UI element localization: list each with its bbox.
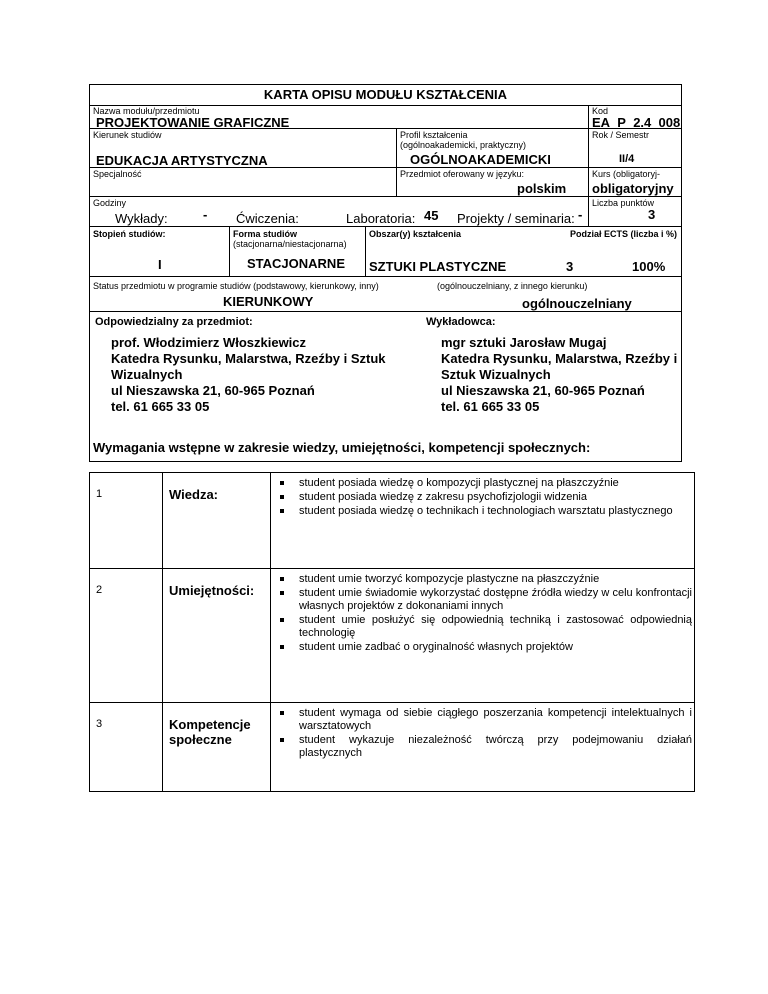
row-number: 2 bbox=[90, 569, 163, 703]
row-items bbox=[271, 473, 695, 569]
divider bbox=[89, 196, 682, 197]
code-value: EA_P_2.4_008 bbox=[592, 115, 681, 130]
lecturer-department: Katedra Rysunku, Malarstwa, Rzeźby i bbox=[441, 351, 678, 366]
divider bbox=[89, 311, 682, 312]
row-category: Kompetencje społeczne bbox=[163, 703, 271, 792]
ects-value: 100% bbox=[632, 259, 666, 274]
degree-value: I bbox=[158, 257, 162, 272]
row-number: 3 bbox=[90, 703, 163, 792]
responsible-address: ul Nieszawska 21, 60-965 Poznań bbox=[111, 383, 315, 398]
projects-label: Projekty / seminaria: bbox=[457, 211, 575, 226]
table-row bbox=[90, 703, 695, 792]
profile-label: Profil kształcenia bbox=[400, 130, 468, 140]
code-label: Kod bbox=[592, 106, 609, 116]
profile-sublabel: (ogólnoakademicki, praktyczny) bbox=[400, 140, 527, 150]
language-label: Przedmiot oferowany w języku: bbox=[400, 169, 525, 179]
row-items bbox=[271, 569, 695, 703]
module-label: Nazwa modułu/przedmiotu bbox=[93, 106, 200, 116]
lecturer-department-cont: Sztuk Wizualnych bbox=[441, 367, 551, 382]
specialty-label: Specjalność bbox=[93, 169, 142, 179]
row-category: Wiedza: bbox=[163, 473, 271, 569]
list-item: student posiada wiedzę o technikach i technologiach warsztatu plastycznego bbox=[299, 505, 692, 518]
responsible-phone: tel. 61 665 33 05 bbox=[111, 399, 210, 414]
divider bbox=[89, 226, 682, 227]
list-item: student umie zadbać o oryginalność własnych projektów bbox=[299, 641, 692, 654]
lecturer-address: ul Nieszawska 21, 60-965 Poznań bbox=[441, 383, 645, 398]
divider bbox=[229, 226, 230, 276]
field-value: EDUKACJA ARTYSTYCZNA bbox=[96, 153, 268, 168]
list-item: student posiada wiedzę o kompozycji plastycznej na płaszczyźnie bbox=[299, 477, 692, 490]
lecturer-label: Wykładowca: bbox=[426, 316, 496, 328]
row-category: Umiejętności: bbox=[163, 569, 271, 703]
form-label: Forma studiów bbox=[233, 229, 298, 239]
language-value: polskim bbox=[517, 181, 567, 196]
area-points: 3 bbox=[566, 259, 574, 274]
hours-label: Godziny bbox=[93, 198, 127, 208]
lectures-value: - bbox=[203, 207, 208, 222]
course-type-value: obligatoryjny bbox=[592, 181, 674, 196]
responsible-department: Katedra Rysunku, Malarstwa, Rzeźby i Sztuk bbox=[111, 351, 386, 366]
area-label: Obszar(y) kształcenia bbox=[369, 229, 462, 239]
divider bbox=[365, 226, 366, 276]
list-item: student posiada wiedzę z zakresu psychofizjologii widzenia bbox=[299, 491, 692, 504]
exercises-label: Ćwiczenia: bbox=[236, 211, 299, 226]
divider bbox=[89, 276, 682, 277]
year-label: Rok / Semestr bbox=[592, 130, 650, 140]
module-value: PROJEKTOWANIE GRAFICZNE bbox=[96, 115, 290, 130]
responsible-contact bbox=[111, 335, 391, 415]
list-item: student umie posłużyć się odpowiednią techniką i zastosować odpowiednią technologię bbox=[299, 614, 692, 639]
points-value: 3 bbox=[648, 207, 656, 222]
status-label: Status przedmiotu w programie studiów (podstawowy, kierunkowy, inny) bbox=[93, 281, 379, 291]
year-value: II/4 bbox=[619, 153, 635, 165]
field-label: Kierunek studiów bbox=[93, 130, 162, 140]
table-row bbox=[90, 569, 695, 703]
profile-value: OGÓLNOAKADEMICKI bbox=[410, 152, 551, 167]
form-sublabel: (stacjonarna/niestacjonarna) bbox=[233, 239, 347, 249]
responsible-name: prof. Włodzimierz Włoszkiewicz bbox=[111, 335, 307, 350]
status-value: KIERUNKOWY bbox=[223, 294, 314, 309]
ects-label: Podział ECTS (liczba i %) bbox=[570, 229, 678, 239]
points-label: Liczba punktów bbox=[592, 198, 655, 208]
list-item: student umie świadomie wykorzystać dostępne źródła wiedzy w celu konfrontacji własnych projektów z dokonaniami innych bbox=[299, 587, 692, 612]
lab-value: 45 bbox=[424, 208, 439, 223]
requirements-heading: Wymagania wstępne w zakresie wiedzy, umiejętności, kompetencji społecznych: bbox=[93, 440, 591, 455]
lab-label: Laboratoria: bbox=[346, 211, 416, 226]
row-items bbox=[271, 703, 695, 792]
list-item: student wymaga od siebie ciągłego poszerzania kompetencji intelektualnych i warsztatowych bbox=[299, 707, 692, 732]
divider bbox=[588, 105, 589, 226]
lectures-label: Wykłady: bbox=[115, 211, 168, 226]
area-value: SZTUKI PLASTYCZNE bbox=[369, 259, 507, 274]
scope-value: ogólnouczelniany bbox=[522, 296, 632, 311]
scope-label: (ogólnouczelniany, z innego kierunku) bbox=[437, 281, 588, 291]
requirements-table bbox=[89, 472, 695, 792]
course-type-label: Kurs (obligatoryj- bbox=[592, 169, 661, 179]
page-title: KARTA OPISU MODUŁU KSZTAŁCENIA bbox=[263, 87, 508, 102]
lecturer-name: mgr sztuki Jarosław Mugaj bbox=[441, 335, 607, 350]
form-value: STACJONARNE bbox=[247, 256, 345, 271]
lecturer-phone: tel. 61 665 33 05 bbox=[441, 399, 540, 414]
responsible-department-cont: Wizualnych bbox=[111, 367, 183, 382]
responsible-label: Odpowiedzialny za przedmiot: bbox=[95, 316, 253, 328]
degree-label: Stopień studiów: bbox=[93, 229, 166, 239]
row-number: 1 bbox=[90, 473, 163, 569]
lecturer-contact bbox=[441, 335, 681, 415]
projects-value: - bbox=[578, 207, 583, 222]
divider bbox=[396, 128, 397, 196]
list-item: student umie tworzyć kompozycje plastyczne na płaszczyźnie bbox=[299, 573, 692, 586]
list-item: student wykazuje niezależność twórczą przy podejmowaniu działań plastycznych bbox=[299, 734, 692, 759]
table-row bbox=[90, 473, 695, 569]
